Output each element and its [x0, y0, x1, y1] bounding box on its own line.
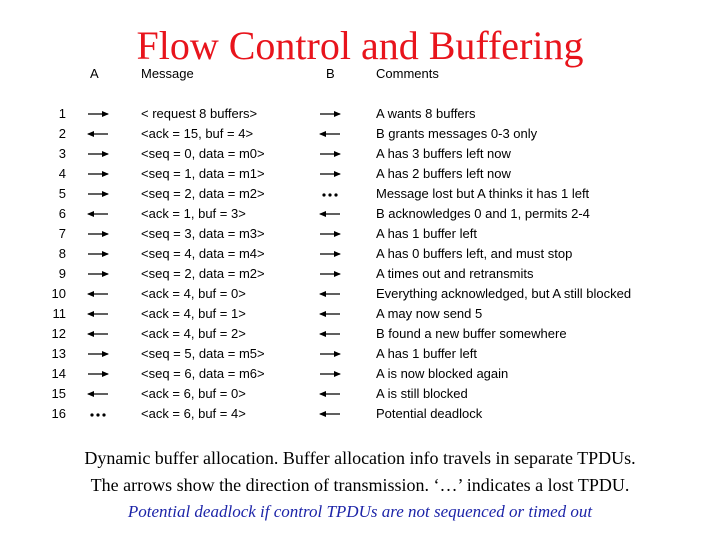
comment-text: A is now blocked again [376, 366, 509, 381]
comment-text: Message lost but A thinks it has 1 left [376, 186, 590, 201]
message-text: <seq = 3, data = m3> [141, 226, 265, 241]
message-text: <ack = 6, buf = 4> [141, 406, 246, 421]
table-row [0, 144, 720, 164]
row-number: 11 [52, 306, 66, 321]
column-header-b: B [326, 66, 335, 81]
message-text: <ack = 4, buf = 1> [141, 306, 246, 321]
row-number: 4 [58, 166, 66, 181]
arrow-right-icon [318, 226, 342, 242]
table-row [0, 104, 720, 124]
arrow-left-icon [318, 406, 342, 422]
row-number: 1 [58, 106, 66, 121]
arrow-right-icon [86, 266, 110, 282]
table-row [0, 204, 720, 224]
arrow-right-icon [318, 366, 342, 382]
arrow-left-icon [318, 326, 342, 342]
row-number: 16 [51, 406, 66, 421]
message-text: <seq = 5, data = m5> [141, 346, 265, 361]
comment-text: Everything acknowledged, but A still blocked [376, 286, 632, 301]
message-text: <ack = 15, buf = 4> [141, 126, 254, 141]
arrow-left-icon [318, 206, 342, 222]
arrow-right-icon [86, 246, 110, 262]
row-number: 6 [58, 206, 66, 221]
message-text: <seq = 4, data = m4> [141, 246, 265, 261]
comment-text: Potential deadlock [376, 406, 483, 421]
arrow-right-icon [318, 346, 342, 362]
row-number: 3 [58, 146, 66, 161]
table-row [0, 244, 720, 264]
comment-text: A may now send 5 [376, 306, 483, 321]
arrow-right-icon [86, 366, 110, 382]
arrow-right-icon [86, 186, 110, 202]
message-text: < request 8 buffers> [141, 106, 258, 121]
table-row [0, 324, 720, 344]
arrow-right-icon [86, 226, 110, 242]
row-number: 7 [58, 226, 66, 241]
comment-text: B found a new buffer somewhere [376, 326, 567, 341]
arrow-right-icon [318, 266, 342, 282]
message-text: <ack = 4, buf = 2> [141, 326, 246, 341]
message-text: <seq = 0, data = m0> [141, 146, 265, 161]
table-row [0, 384, 720, 404]
column-header-message: Message [141, 66, 194, 81]
table-row [0, 404, 720, 424]
arrow-right-icon [86, 166, 110, 182]
message-text: <seq = 1, data = m1> [141, 166, 265, 181]
row-number: 13 [51, 346, 66, 361]
message-text: <seq = 6, data = m6> [141, 366, 265, 381]
comment-text: A wants 8 buffers [376, 106, 476, 121]
table-row [0, 284, 720, 304]
column-header-a: A [90, 66, 99, 81]
caption-line-1: Dynamic buffer allocation. Buffer allocation info travels in separate TPDUs. [84, 448, 636, 468]
arrow-left-icon [86, 206, 110, 222]
lost-tpdu-icon [318, 186, 342, 202]
slide-title: Flow Control and Buffering [136, 23, 584, 68]
comment-text: A times out and retransmits [376, 266, 534, 281]
comment-text: B grants messages 0-3 only [376, 126, 538, 141]
comment-text: A has 1 buffer left [376, 346, 477, 361]
table-row [0, 344, 720, 364]
arrow-left-icon [318, 386, 342, 402]
row-number: 9 [58, 266, 66, 281]
comment-text: A has 1 buffer left [376, 226, 477, 241]
message-text: <seq = 2, data = m2> [141, 186, 265, 201]
comment-text: A has 0 buffers left, and must stop [376, 246, 573, 261]
comment-text: A is still blocked [376, 386, 468, 401]
arrow-left-icon [318, 286, 342, 302]
row-number: 12 [51, 326, 66, 341]
deadlock-note: Potential deadlock if control TPDUs are not sequenced or timed out [127, 502, 593, 521]
arrow-left-icon [86, 386, 110, 402]
table-row [0, 364, 720, 384]
table-row [0, 124, 720, 144]
row-number: 10 [51, 286, 66, 301]
row-number: 5 [58, 186, 66, 201]
row-number: 2 [58, 126, 66, 141]
table-row [0, 224, 720, 244]
arrow-left-icon [86, 126, 110, 142]
message-text: <ack = 6, buf = 0> [141, 386, 246, 401]
comment-text: A has 3 buffers left now [376, 146, 511, 161]
table-row [0, 304, 720, 324]
message-text: <seq = 2, data = m2> [141, 266, 265, 281]
arrow-left-icon [318, 126, 342, 142]
arrow-right-icon [86, 106, 110, 122]
lost-tpdu-icon [86, 406, 110, 422]
row-number: 14 [51, 366, 66, 381]
arrow-right-icon [318, 106, 342, 122]
arrow-left-icon [318, 306, 342, 322]
arrow-left-icon [86, 306, 110, 322]
arrow-left-icon [86, 286, 110, 302]
table-row [0, 184, 720, 204]
message-text: <ack = 1, buf = 3> [141, 206, 246, 221]
table-row [0, 264, 720, 284]
arrow-left-icon [86, 326, 110, 342]
arrow-right-icon [318, 146, 342, 162]
row-number: 15 [51, 386, 66, 401]
comment-text: B acknowledges 0 and 1, permits 2-4 [376, 206, 590, 221]
arrow-right-icon [86, 346, 110, 362]
column-header-comments: Comments [376, 66, 439, 81]
arrow-right-icon [318, 246, 342, 262]
arrow-right-icon [318, 166, 342, 182]
table-row [0, 164, 720, 184]
caption-line-2: The arrows show the direction of transmission. ‘…’ indicates a lost TPDU. [90, 475, 630, 495]
arrow-right-icon [86, 146, 110, 162]
row-number: 8 [58, 246, 66, 261]
comment-text: A has 2 buffers left now [376, 166, 511, 181]
message-text: <ack = 4, buf = 0> [141, 286, 246, 301]
